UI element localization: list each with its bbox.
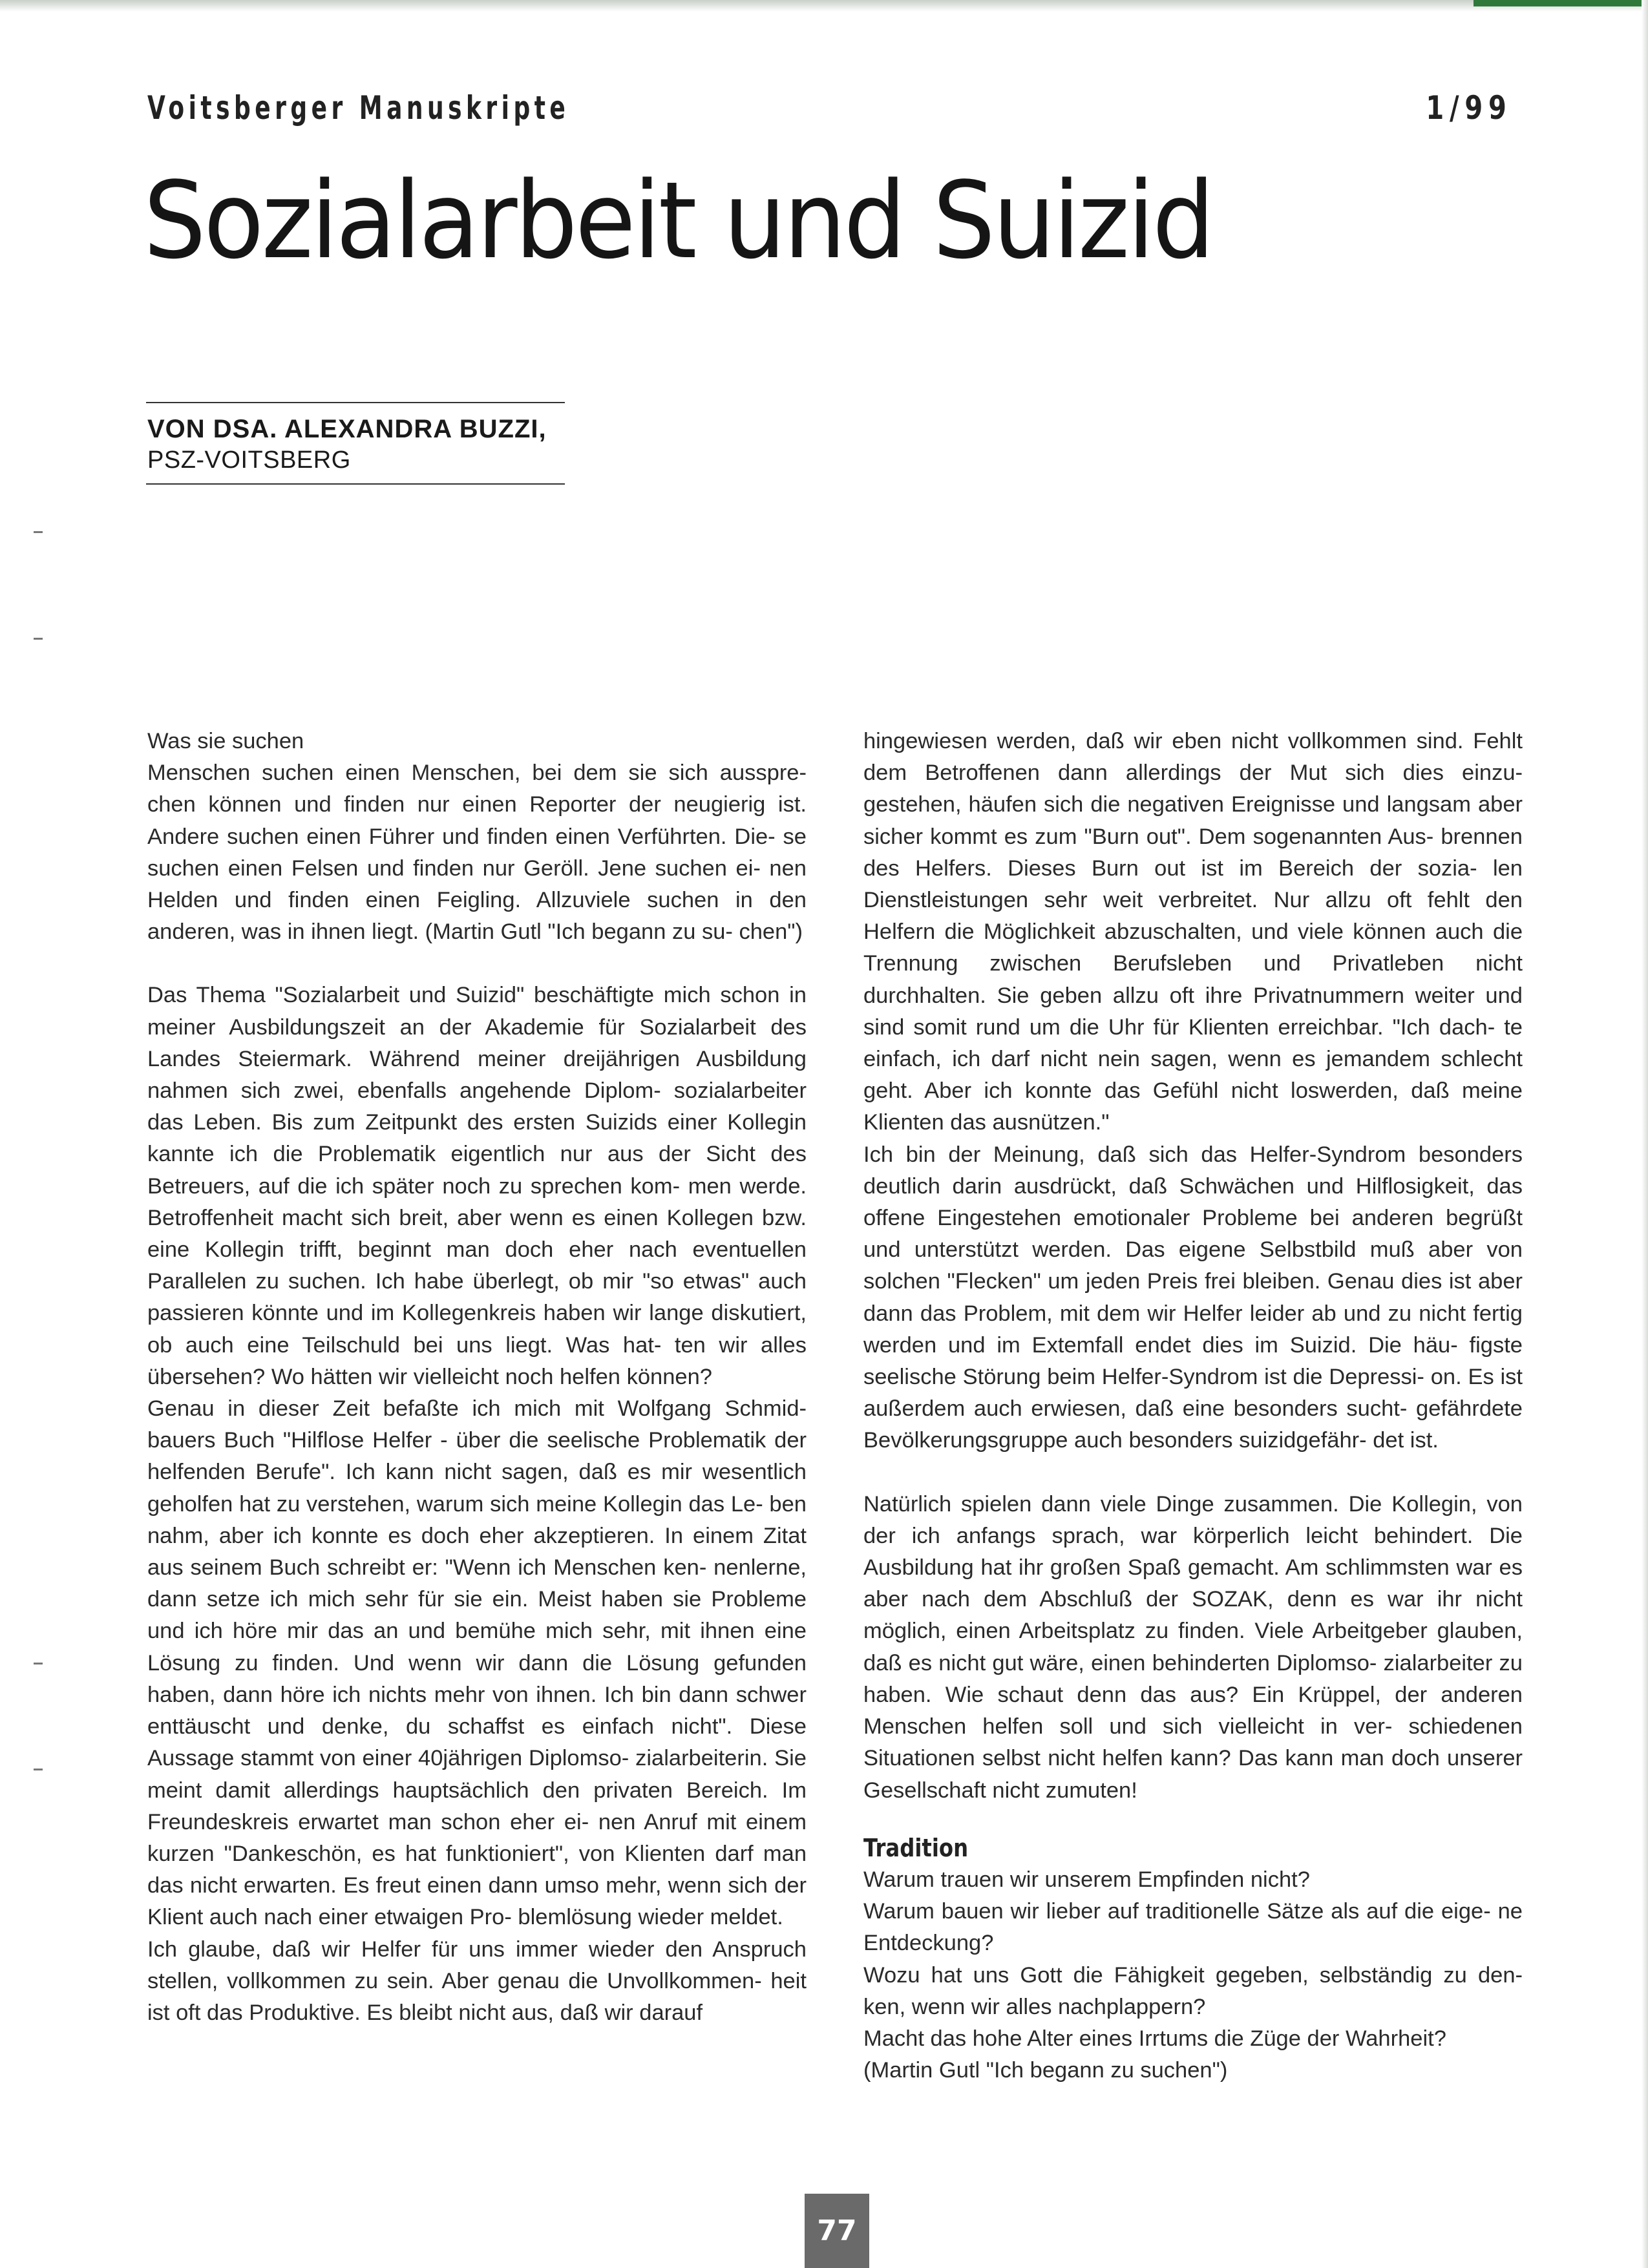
paragraph: Genau in dieser Zeit befaßte ich mich mit Wolfgang Schmid- bauers Buch "Hilflose Helfer - über die seelische Problematik der helfenden Berufe". Ich kann nicht sagen, daß es mir wesentlich geholfen hat zu verstehen, warum sich meine Kollegin das Le- ben nahm, aber ich konnte es doch eher akzeptieren. In einem Zitat aus seinem Buch schreibt er: "Wenn ich Menschen ken- nenlerne, dann setze ich mich sehr für sie ein. Meist haben sie Probleme und ich höre mir das an und bemühe mich sehr, mit ihnen eine Lösung zu finden. Und wenn wir dann die Lösung gefunden haben, dann höre ich nichts mehr von ihnen. Ich bin dann schwer enttäuscht und denke, du schaffst es einfach nicht". Diese Aussage stammt von einer 40jährigen Diplomso- zialarbeiterin. Sie meint damit allerdings hauptsächlich den privaten Bereich. Im Freundeskreis erwartet man schon eher ei- nen Anruf mit einem kurzen "Dankeschön, es hat funktioniert", von Klienten darf man das nicht erwarten. Es freut einen dann umso mehr, wenn sich der Klient auch nach einer etwaigen Pro- blemlösung wieder meldet.	[147, 1396, 807, 1930]
article-title: Sozialarbeit und Suizid	[143, 159, 1213, 282]
binding-mark	[34, 531, 43, 533]
tradition-line: (Martin Gutl "Ich begann zu suchen")	[863, 2058, 1228, 2083]
section-heading-tradition: Tradition	[863, 1833, 969, 1862]
right-column	[863, 726, 1523, 2086]
tradition-line: Warum trauen wir unserem Empfinden nicht?	[863, 1867, 1310, 1892]
paragraph: Menschen suchen einen Menschen, bei dem sie sich ausspre- chen können und finden nur einen Reporter der neugierig ist. Andere suchen einen Führer und finden einen Verführten. Die- se suchen einen Felsen und finden nur Geröll. Jene suchen ei- nen Helden und finden einen Feigling. Allzuviele suchen in den anderen, was in ihnen liegt. (Martin Gutl "Ich begann zu su- chen")	[147, 761, 807, 945]
tradition-line: Macht das hohe Alter eines Irrtums die Züge der Wahrheit?	[863, 2026, 1446, 2051]
byline-affiliation: PSZ-VOITSBERG	[147, 446, 351, 474]
page-right-edge	[1642, 0, 1648, 2268]
binding-mark	[34, 1663, 43, 1664]
paragraph: hingewiesen werden, daß wir eben nicht vollkommen sind. Fehlt dem Betroffenen dann allerdings der Mut sich dies einzu- gestehen, häufen sich die negativen Ereignisse und langsam aber sicher kommt es zum "Burn out". Dem sogenannten Aus- brennen des Helfers. Dieses Burn out ist im Bereich der sozia- len Dienstleistungen sehr weit verbreitet. Nur allzu oft fehlt den Helfern die Möglichkeit abzuschalten, und viele können auch die Trennung zwischen Berufsleben und Privatleben nicht durchhalten. Sie geben allzu oft ihre Privatnummern weiter und sind somit rund um die Uhr für Klienten erreichbar. "Ich dach- te einfach, ich darf nicht nein sagen, wenn es jemandem schlecht geht. Aber ich konnte das Gefühl nicht loswerden, daß meine Klienten das ausnützen."	[863, 729, 1523, 1135]
issue-number: 1/99	[1426, 89, 1512, 127]
tradition-line: Wozu hat uns Gott die Fähigkeit gegeben, selbständig zu den- ken, wenn wir alles nachplappern?	[863, 1962, 1523, 2019]
tradition-line: Warum bauen wir lieber auf traditionelle Sätze als auf die eige- ne Entdeckung?	[863, 1899, 1523, 1956]
binding-mark	[34, 638, 43, 640]
page-top-green-edge	[1474, 0, 1648, 6]
paragraph: Das Thema "Sozialarbeit und Suizid" beschäftigte mich schon in meiner Ausbildungszeit an der Akademie für Sozialarbeit des Landes Steiermark. Während meiner dreijährigen Ausbildung nahmen sich zwei, ebenfalls angehende Diplom- sozialarbeiter das Leben. Bis zum Zeitpunkt des ersten Suizids einer Kollegin kannte ich die Problematik eigentlich nur aus der Sicht des Betreuers, auf die ich später noch zu sprechen kom- men werde. Betroffenheit macht sich breit, aber wenn es einen Kollegen bzw. eine Kollegin trifft, beginnt man doch eher nach eventuellen Parallelen zu suchen. Ich habe überlegt, ob mir "so etwas" auch passieren könnte und im Kollegenkreis haben wir lange diskutiert, ob auch eine Teilschuld bei uns liegt. Was hat- ten wir alles übersehen? Wo hätten wir vielleicht noch helfen können?	[147, 983, 807, 1389]
page-number: 77	[805, 2194, 869, 2268]
byline	[146, 402, 565, 485]
binding-mark	[34, 1769, 43, 1770]
publication-name: Voitsberger Manuskripte	[147, 89, 570, 127]
paragraph: Was sie suchen	[147, 729, 304, 753]
left-column	[147, 726, 807, 2029]
page-top-edge	[0, 0, 1648, 12]
paragraph: Ich glaube, daß wir Helfer für uns immer wieder den Anspruch stellen, vollkommen zu sein. Aber genau die Unvollkommen- heit ist oft das Produktive. Es bleibt nicht aus, daß wir darauf	[147, 1937, 807, 2025]
paragraph: Natürlich spielen dann viele Dinge zusammen. Die Kollegin, von der ich anfangs sprach, war körperlich leicht behindert. Die Ausbildung hat ihr großen Spaß gemacht. Am schlimmsten war es aber nach dem Abschluß der SOZAK, denn es war ihr nicht möglich, einen Arbeitsplatz zu finden. Viele Arbeitgeber glauben, daß es nicht gut wäre, einen behinderten Diplomso- zialarbeiter zu haben. Wie schaut denn das aus? Ein Krüppel, der anderen Menschen helfen soll und sich vielleicht in ver- schiedenen Situationen selbst nicht helfen kann? Das kann man doch unserer Gesellschaft nicht zumuten!	[863, 1491, 1523, 1803]
byline-author: VON DSA. ALEXANDRA BUZZI,	[147, 415, 547, 443]
paragraph: Ich bin der Meinung, daß sich das Helfer-Syndrom besonders deutlich darin ausdrückt, daß Schwächen und Hilflosigkeit, das offene Eingestehen emotionaler Probleme bei anderen begrüßt und unterstützt werden. Das eigene Selbstbild muß aber von solchen "Flecken" um jeden Preis frei bleiben. Genau dies ist aber dann das Problem, mit dem wir Helfer leider ab und zu nicht fertig werden und im Extemfall endet dies im Suizid. Die häu- figste seelische Störung beim Helfer-Syndrom ist die Depressi- on. Es ist außerdem auch erwiesen, daß eine besonders sucht- gefährdete Bevölkerungsgruppe auch besonders suizidgefähr- det ist.	[863, 1142, 1523, 1453]
